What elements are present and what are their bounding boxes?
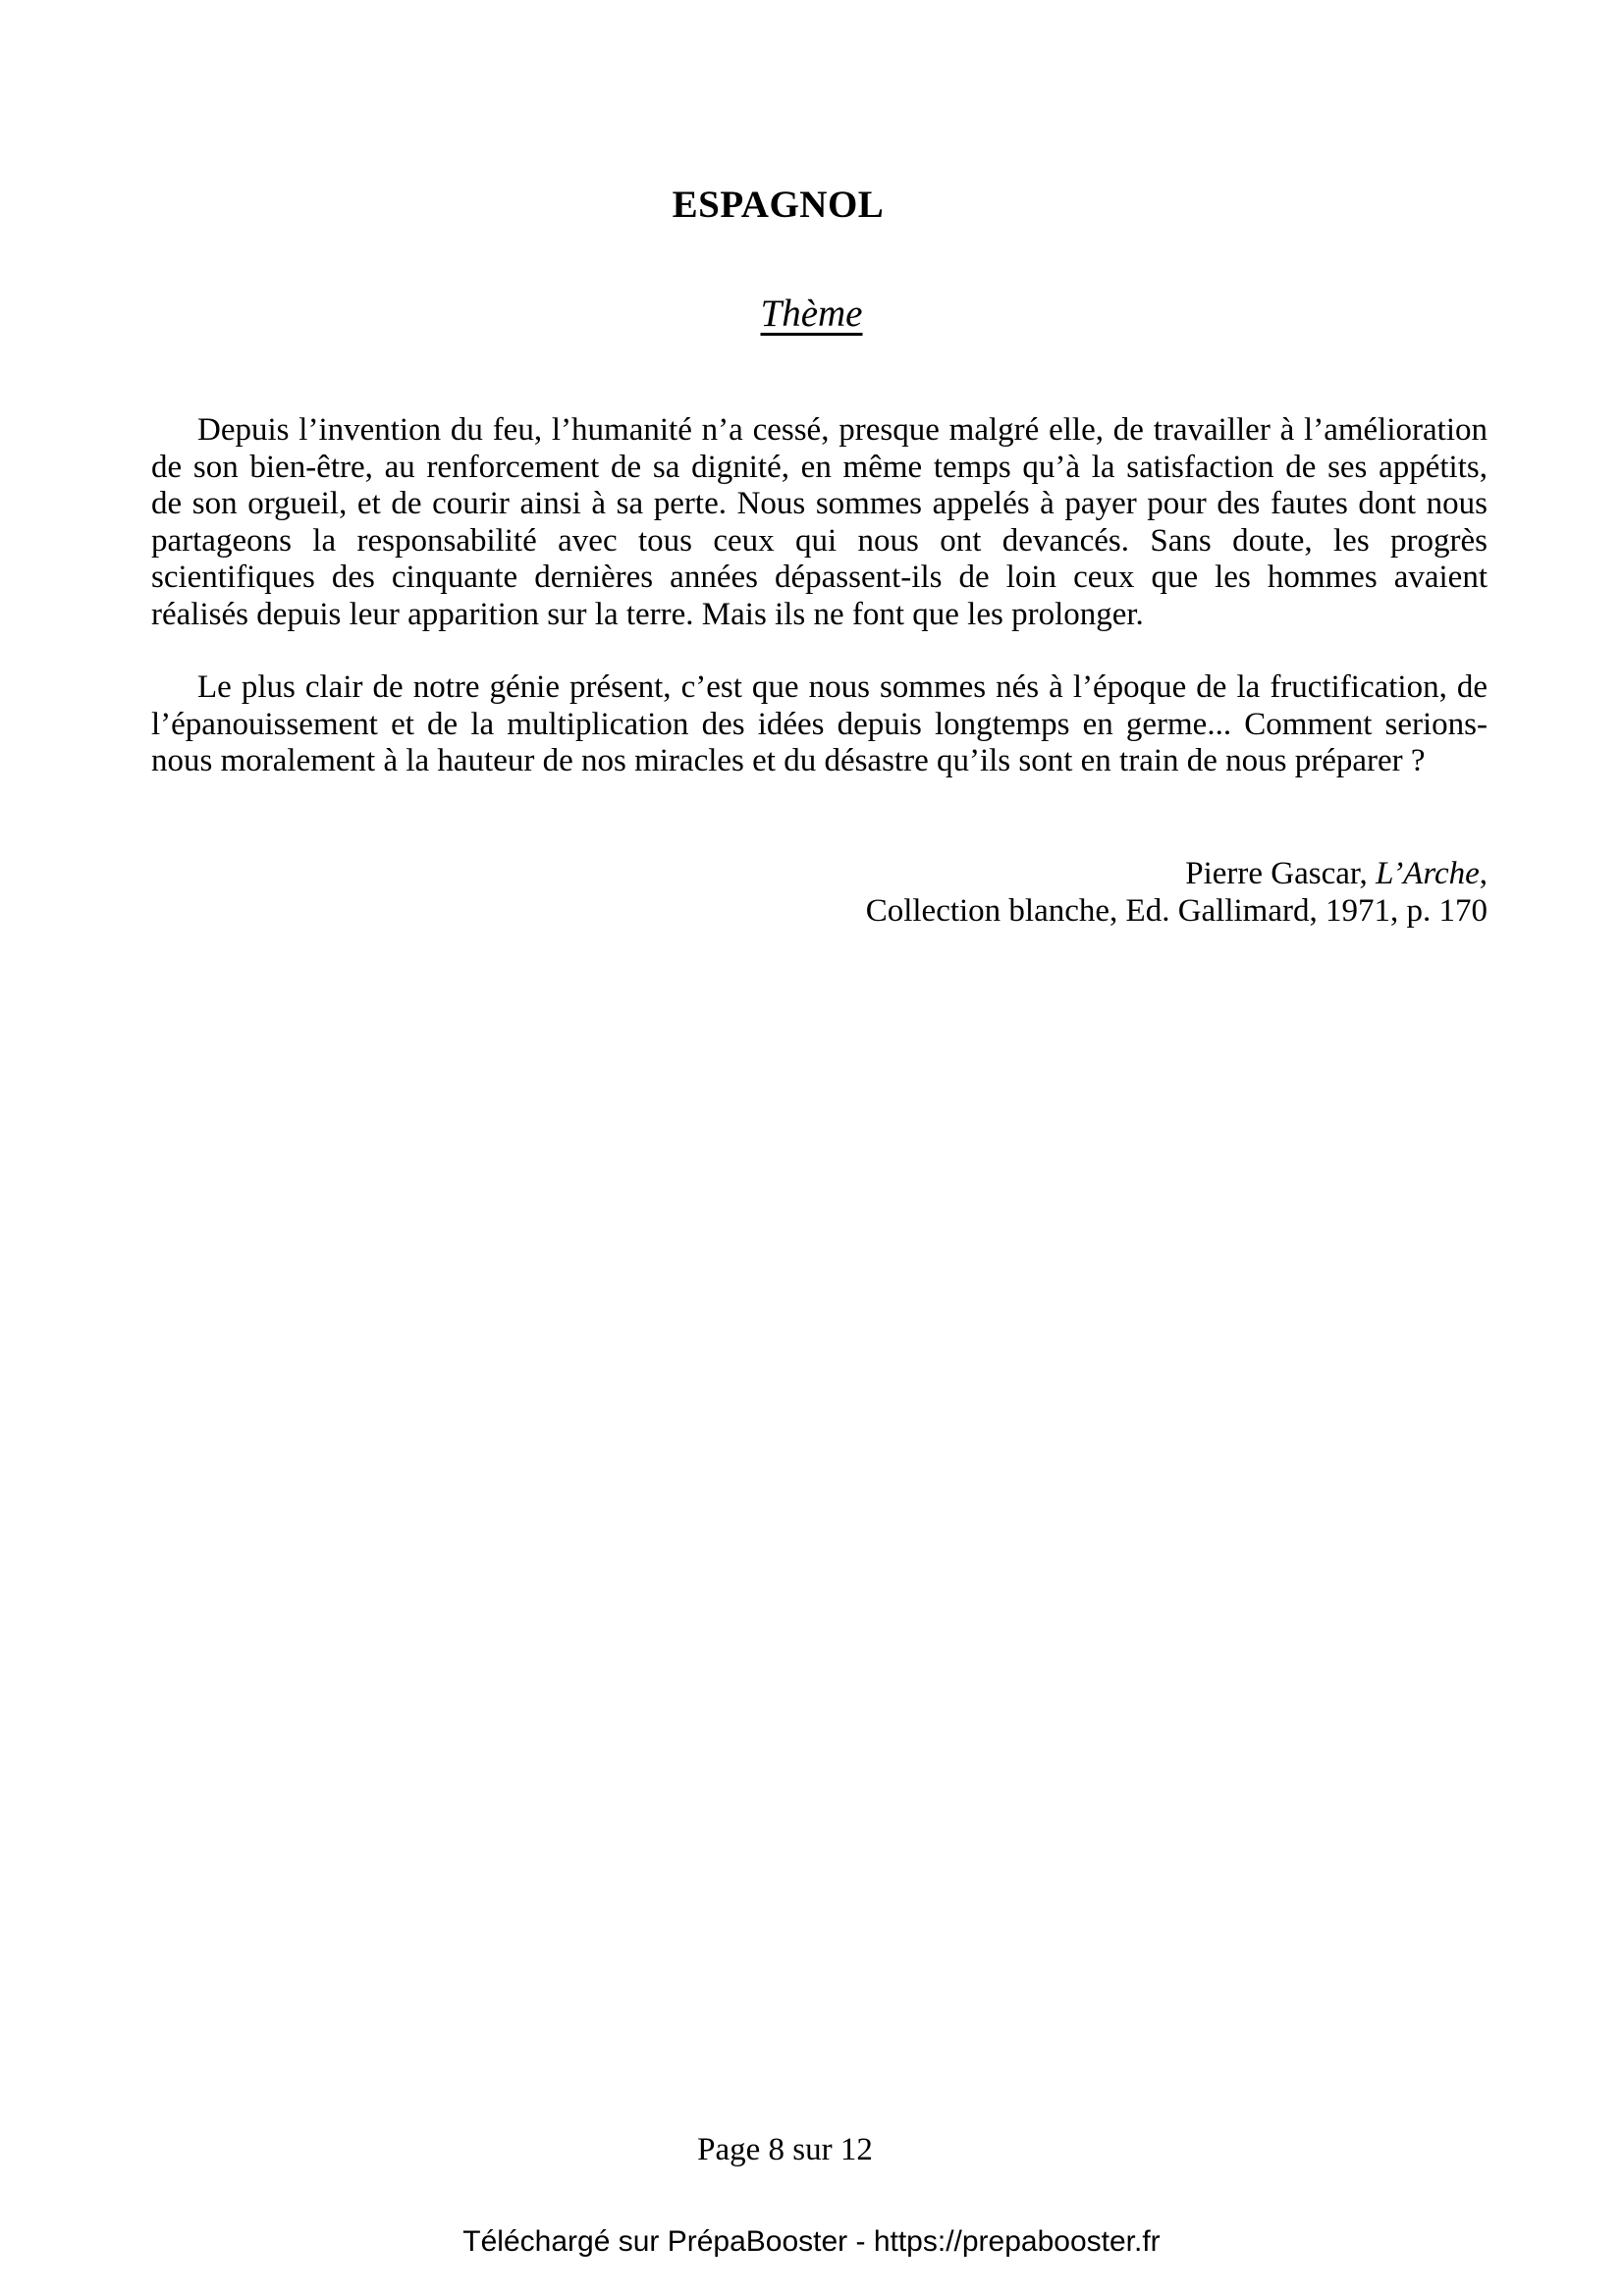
text-line: Depuis l’invention du feu, l’humanité n’a cessé, presque malgré elle, de travailler à l’amélioration [197,412,1488,448]
page-title: ESPAGNOL [672,184,885,226]
attribution-work-title: L’Arche [1376,856,1480,891]
text-line: l’épanouissement et de la multiplication des idées depuis longtemps en germe... Comment serions- [151,706,1488,742]
text-line: réalisés depuis leur apparition sur la terre. Mais ils ne font que les prolonger. [151,596,1144,632]
paragraph-2 [151,669,1488,780]
page-number: Page 8 sur 12 [697,2132,873,2167]
text-line: de son orgueil, et de courir ainsi à sa perte. Nous sommes appelés à payer pour des fautes dont nous [151,486,1488,521]
section-subtitle [0,291,1623,337]
attribution-author: Pierre Gascar, [1185,856,1377,891]
attribution-author-line [866,856,1488,893]
download-notice: Téléchargé sur PrépaBooster - https://prepabooster.fr [462,2225,1161,2258]
text-line: Le plus clair de notre génie présent, c’est que nous sommes nés à l’époque de la fructification, de [197,669,1488,705]
text-line: de son bien-être, au renforcement de sa dignité, en même temps qu’à la satisfaction de ses appétits, [151,449,1488,485]
text-line: scientifiques des cinquante dernières années dépassent-ils de loin ceux que les hommes avaient [151,560,1488,595]
attribution-after-title: , [1479,856,1488,891]
subtitle-text: Thème [760,293,863,335]
text-line: nous moralement à la hauteur de nos miracles et du désastre qu’ils sont en train de nous préparer ? [151,743,1426,778]
text-line: partageons la responsabilité avec tous ceux qui nous ont devancés. Sans doute, les progrès [151,522,1488,559]
source-attribution [866,856,1488,930]
attribution-publisher-line: Collection blanche, Ed. Gallimard, 1971, p. 170 [865,892,1488,929]
paragraph-1 [151,412,1488,633]
